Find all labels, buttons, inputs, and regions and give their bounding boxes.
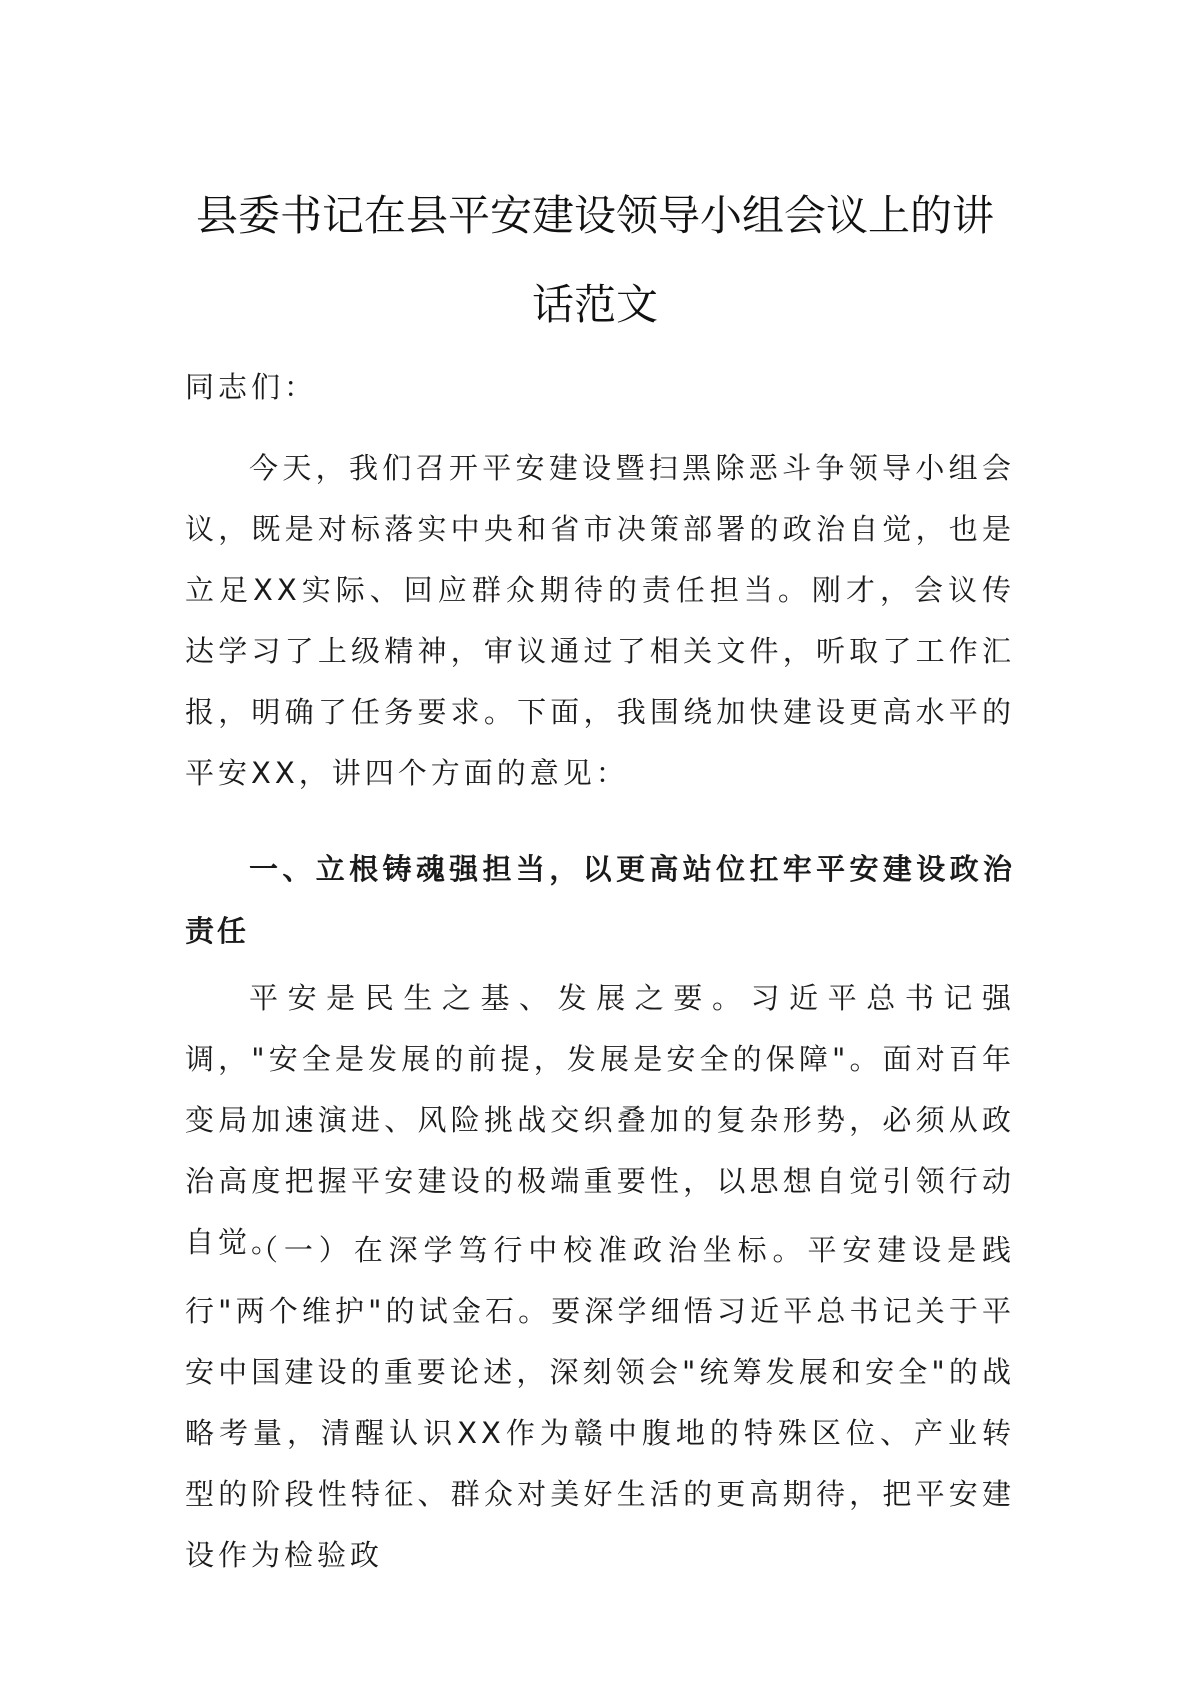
document-title-line-1: 县委书记在县平安建设领导小组会议上的讲 [195, 191, 994, 240]
section-heading-1: 一、立根铸魂强担当，以更高站位扛牢平安建设政治责任 [185, 852, 1015, 948]
document-title-line-2: 话范文 [531, 280, 658, 329]
salutation: 同志们： [185, 370, 318, 404]
paragraph-section-1: 平安是民生之基、发展之要。习近平总书记强调，"安全是发展的前提，发展是安全的保障"。面对百年变局加速演进、风险挑战交织叠加的复杂形势，必须从政治高度把握平安建设的极端重要性，以思想自觉引领行动自觉。 [185, 981, 1015, 1259]
paragraph-intro: 今天，我们召开平安建设暨扫黑除恶斗争领导小组会议，既是对标落实中央和省市决策部署的政治自觉，也是立足XX实际、回应群众期待的责任担当。刚才，会议传达学习了上级精神，审议通过了相关文件，听取了工作汇报，明确了任务要求。下面，我围绕加快建设更高水平的平安XX，讲四个方面的意见： [185, 451, 1015, 790]
paragraph-subsection-1: （一）在深学笃行中校准政治坐标。平安建设是践行"两个维护"的试金石。要深学细悟习近平总书记关于平安中国建设的重要论述，深刻领会"统筹发展和安全"的战略考量，清醒认识XX作为赣中腹地的特殊区位、产业转型的阶段性特征、群众对美好生活的更高期待，把平安建设作为检验政 [185, 1233, 1015, 1572]
